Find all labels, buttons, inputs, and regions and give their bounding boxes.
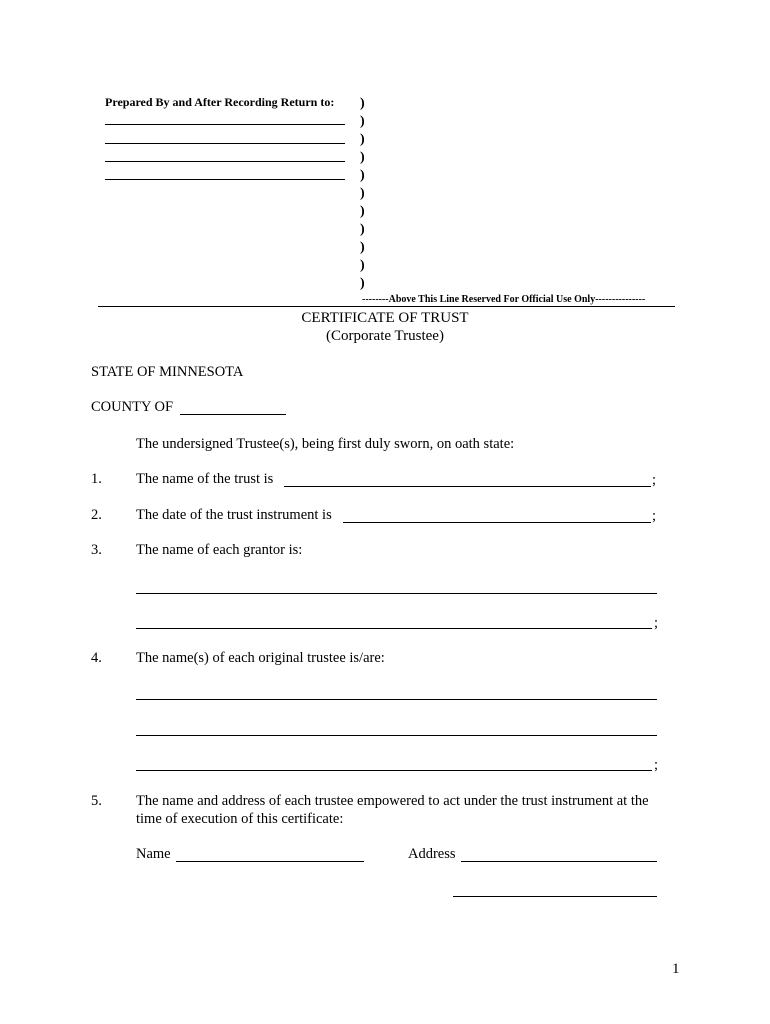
paren: ) [360,222,365,237]
original-trustee-field-2[interactable] [136,735,657,736]
document-subtitle: (Corporate Trustee) [326,328,444,344]
county-field[interactable] [180,414,286,415]
state-label: STATE OF MINNESOTA [91,364,244,380]
empowered-trustee-label-line2: time of execution of this certificate: [136,811,344,827]
return-address-line-1[interactable] [105,124,345,125]
official-use-text: Above This Line Reserved For Official Use Only [388,294,596,305]
document-title: CERTIFICATE OF TRUST [301,310,469,326]
county-label: COUNTY OF [91,399,174,415]
item-number: 3. [91,542,102,558]
semicolon: ; [654,615,659,631]
trustee-address-field-1[interactable] [461,861,657,862]
trustee-address-field-2[interactable] [453,896,657,897]
paren: ) [360,168,365,183]
paren: ) [360,258,365,273]
official-use-dashes-left: -------- [362,294,389,305]
empowered-trustee-label-line1: The name and address of each trustee empowered to act under the trust instrument at the [136,793,649,809]
address-label: Address [408,846,456,862]
paren: ) [360,132,365,147]
name-label: Name [136,846,171,862]
grantor-label: The name of each grantor is: [136,542,303,558]
intro-statement: The undersigned Trustee(s), being first duly sworn, on oath state: [136,436,515,452]
paren: ) [360,186,365,201]
semicolon: ; [652,472,657,488]
trustee-name-field[interactable] [176,861,364,862]
semicolon: ; [654,757,659,773]
item-number: 4. [91,650,102,666]
paren: ) [360,96,365,111]
trust-date-label: The date of the trust instrument is [136,507,332,523]
return-address-line-4[interactable] [105,179,345,180]
paren: ) [360,276,365,291]
item-number: 2. [91,507,102,523]
original-trustee-label: The name(s) of each original trustee is/are: [136,650,385,666]
page-number: 1 [672,961,680,977]
trust-name-label: The name of the trust is [136,471,274,487]
semicolon: ; [652,508,657,524]
return-address-line-2[interactable] [105,143,345,144]
grantor-field-1[interactable] [136,593,657,594]
official-use-dashes-right: --------------- [595,294,646,305]
original-trustee-field-3[interactable] [136,770,652,771]
official-use-divider [98,306,675,307]
paren: ) [360,204,365,219]
original-trustee-field-1[interactable] [136,699,657,700]
paren: ) [360,240,365,255]
return-address-line-3[interactable] [105,161,345,162]
paren: ) [360,114,365,129]
grantor-field-2[interactable] [136,628,652,629]
official-use-note [362,294,645,305]
paren: ) [360,150,365,165]
trust-date-field[interactable] [343,522,651,523]
trust-name-field[interactable] [284,486,651,487]
item-number: 5. [91,793,102,809]
item-number: 1. [91,471,102,487]
prepared-by-label: Prepared By and After Recording Return to: [105,95,335,109]
